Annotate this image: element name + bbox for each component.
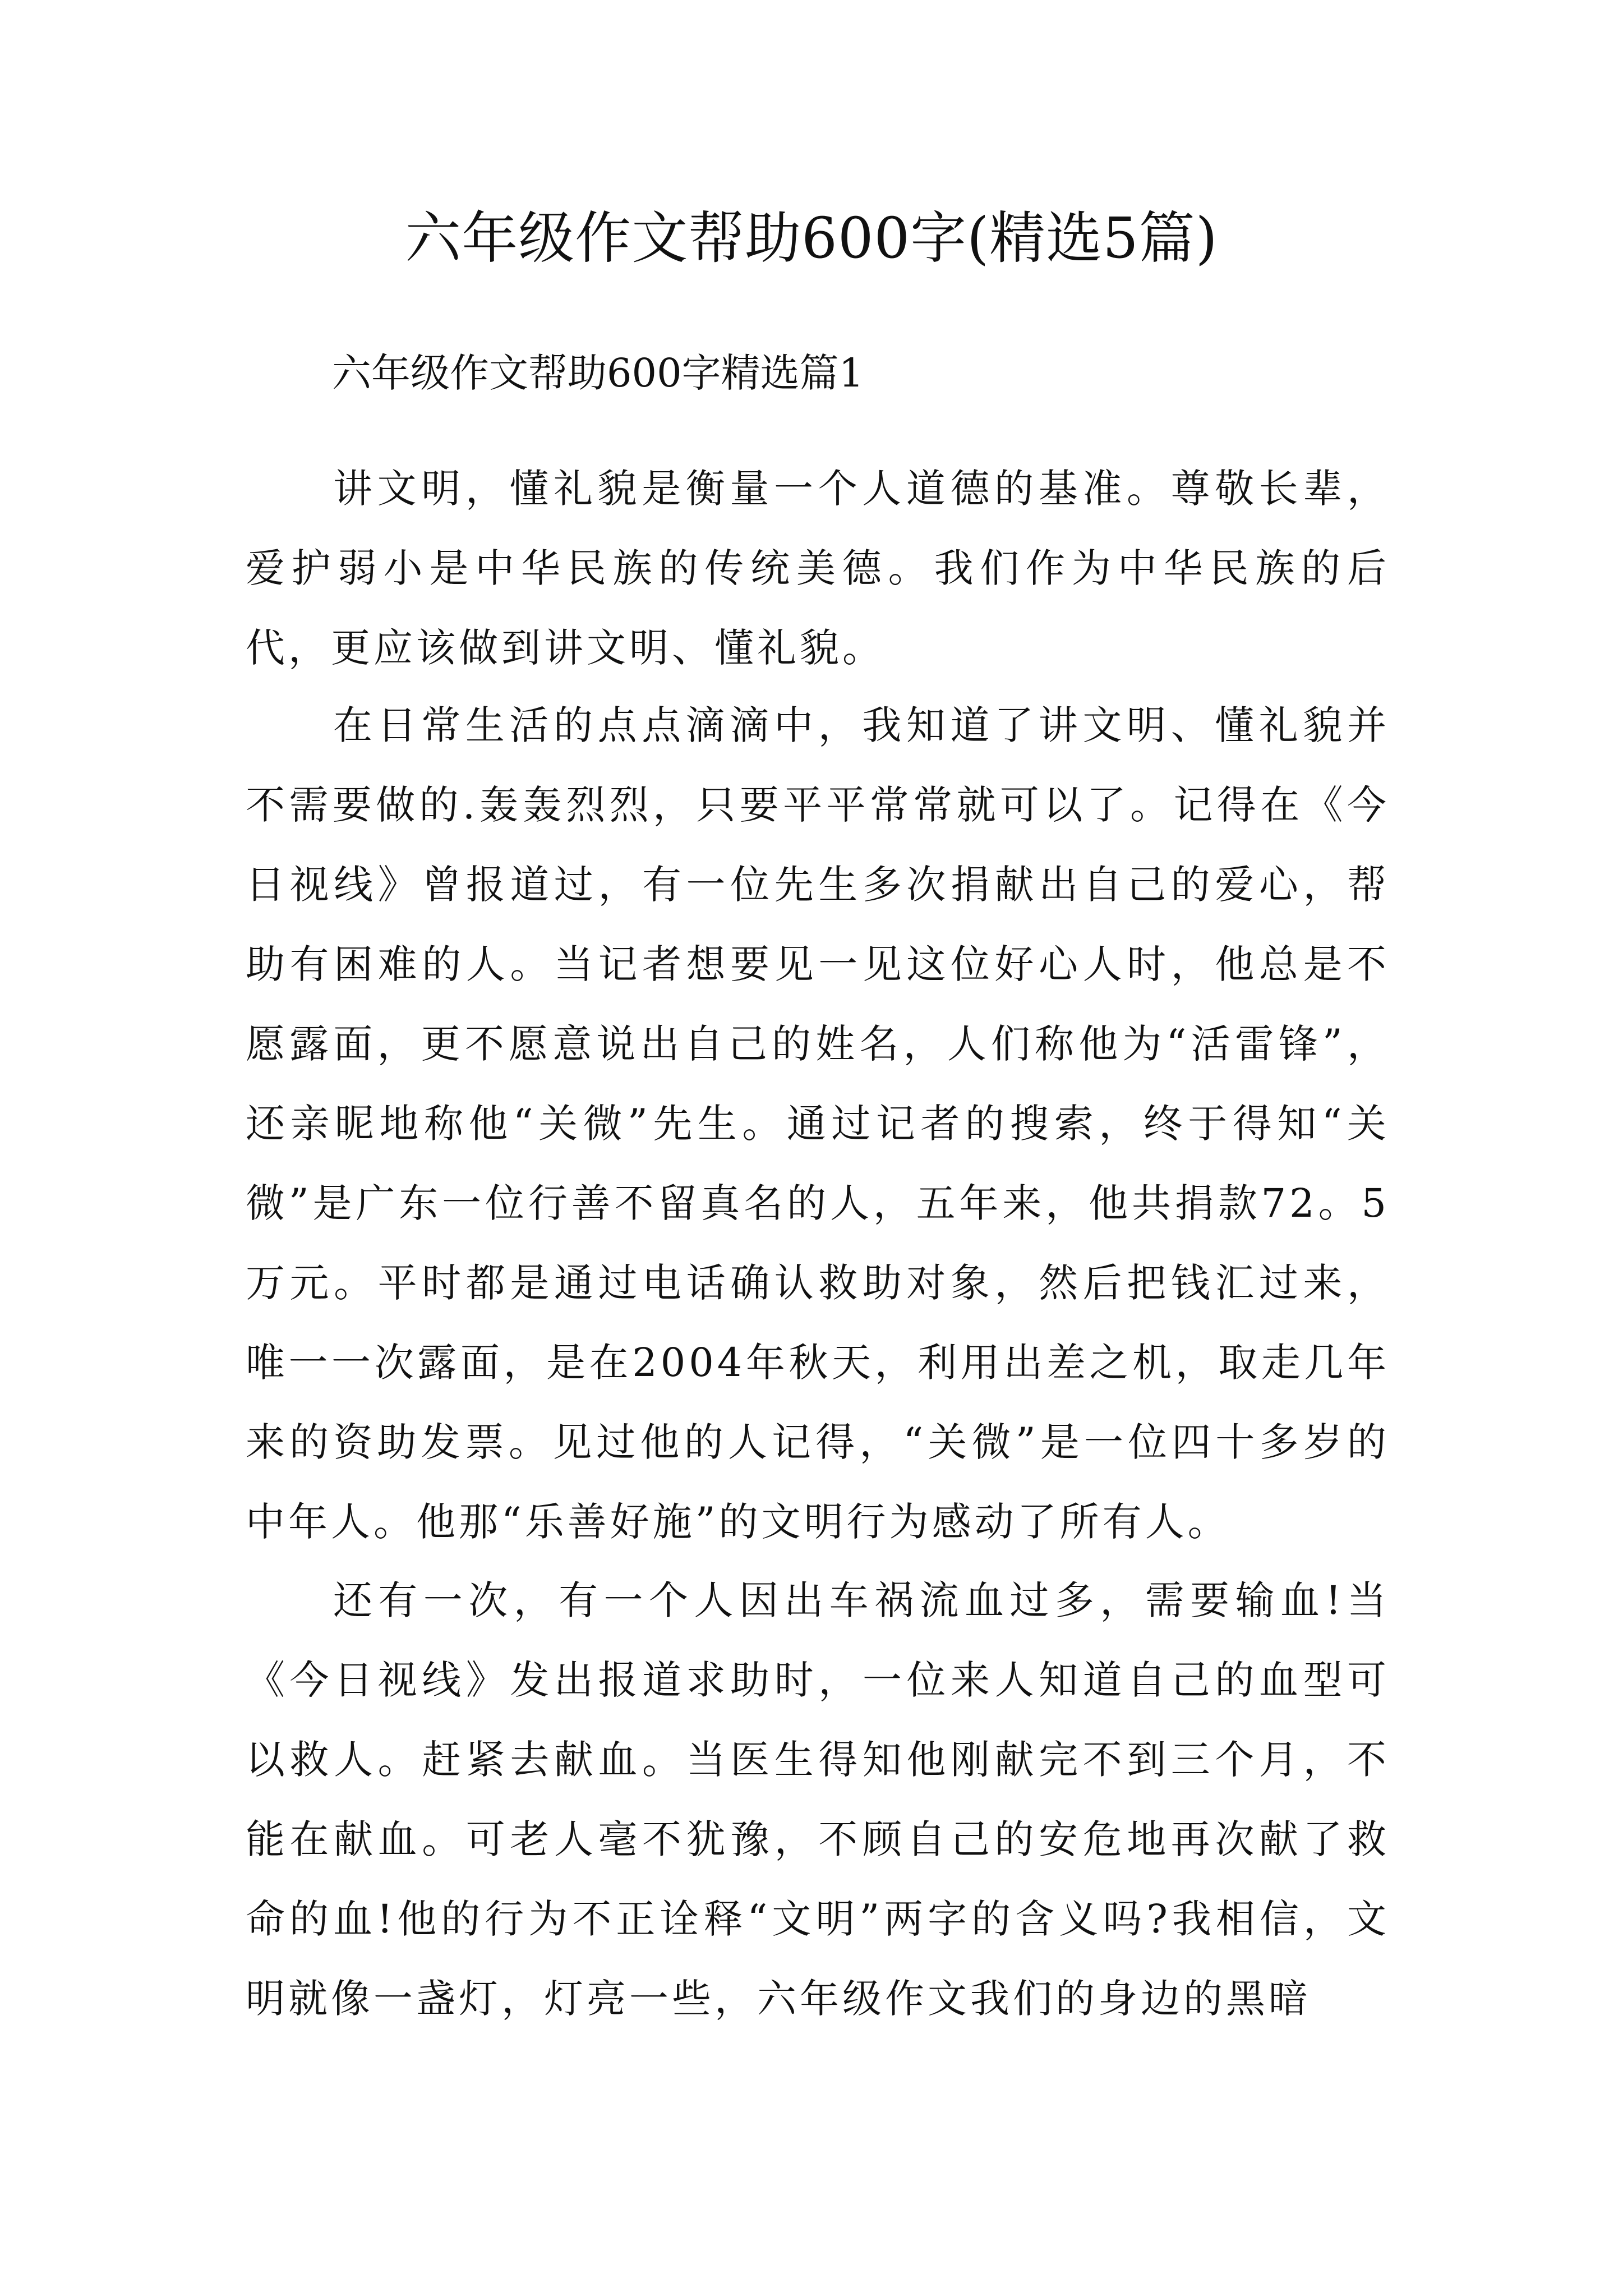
paragraph-1: 讲文明，懂礼貌是衡量一个人道德的基准。尊敬长辈，爱护弱小是中华民族的传统美德。我们作为中华民族的后代，更应该做到讲文明、懂礼貌。 xyxy=(246,466,1390,671)
paragraph-3: 还有一次，有一个人因出车祸流血过多，需要输血!当《今日视线》发出报道求助时，一位来人知道自己的血型可以救人。赶紧去献血。当医生得知他刚献完不到三个月，不能在献血。可老人毫不犹豫，不顾自己的安危地再次献了救命的血!他的行为不正诠释“文明”两字的含义吗?我相信，文明就像一盏灯，灯亮一些，六年级作文我们的身边的黑暗 xyxy=(246,1577,1390,2022)
paragraph-2: 在日常生活的点点滴滴中，我知道了讲文明、懂礼貌并不需要做的.轰轰烈烈，只要平平常常就可以了。记得在《今日视线》曾报道过，有一位先生多次捐献出自己的爱心，帮助有困难的人。当记者想要见一见这位好心人时，他总是不愿露面，更不愿意说出自己的姓名，人们称他为“活雷锋”，还亲昵地称他“关微”先生。通过记者的搜索，终于得知“关微”是广东一位行善不留真名的人，五年来，他共捐款72。5万元。平时都是通过电话确认救助对象，然后把钱汇过来，唯一一次露面，是在2004年秋天，利用出差之机，取走几年来的资助发票。见过他的人记得，“关微”是一位四十多岁的中年人。他那“乐善好施”的文明行为感动了所有人。 xyxy=(246,702,1390,1545)
document-title: 六年级作文帮助600字(精选5篇) xyxy=(405,205,1218,271)
section-heading: 六年级作文帮助600字精选篇1 xyxy=(332,350,864,396)
